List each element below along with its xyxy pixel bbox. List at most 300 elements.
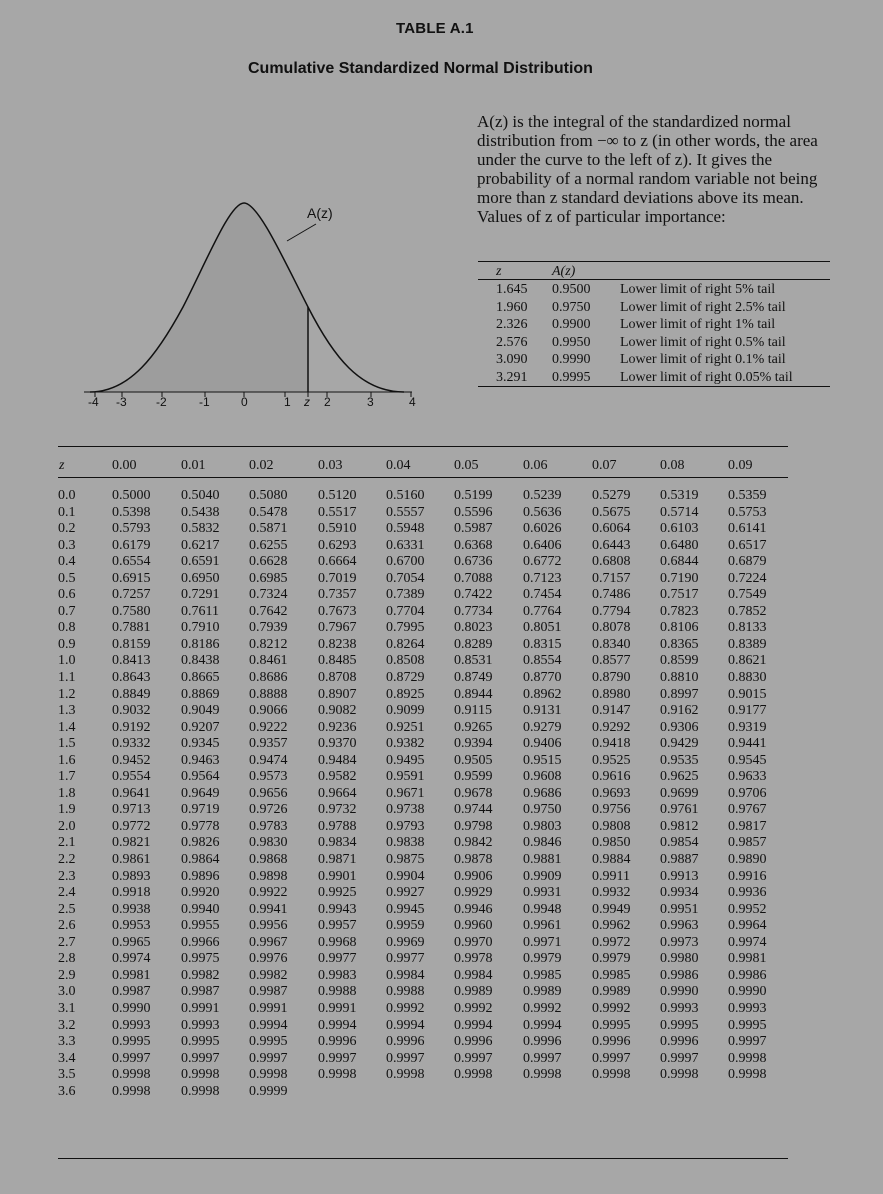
table-cell: 0.8133 xyxy=(728,620,767,636)
table-row xyxy=(58,571,788,588)
table-cell: 0.9850 xyxy=(592,835,631,851)
table-cell: 0.9993 xyxy=(728,1000,767,1016)
table-cell: 0.9778 xyxy=(181,818,220,834)
table-cell: 0.5239 xyxy=(523,488,562,503)
table-cell: 0.9925 xyxy=(318,885,357,901)
table-cell: 0.9932 xyxy=(592,885,631,901)
table-cell: 0.9964 xyxy=(728,918,767,934)
z-row-label: 0.4 xyxy=(58,554,76,570)
table-cell: 0.9842 xyxy=(454,835,493,851)
table-cell: 0.9693 xyxy=(592,785,631,801)
table-cell: 0.9991 xyxy=(181,1000,220,1016)
axis-tick-label: -2 xyxy=(156,395,167,409)
table-cell: 0.5832 xyxy=(181,521,220,537)
table-cell: 0.7054 xyxy=(386,570,425,586)
table-cell: 0.9982 xyxy=(181,967,220,983)
table-cell: 0.9998 xyxy=(523,1067,562,1083)
table-cell: 0.9649 xyxy=(181,785,220,801)
axis-tick-label: -4 xyxy=(88,395,99,409)
table-cell: 0.9943 xyxy=(318,901,357,917)
table-cell: 0.9988 xyxy=(318,984,357,1000)
table-cell: 0.9998 xyxy=(181,1067,220,1083)
column-header: 0.08 xyxy=(660,458,685,473)
z-value: 3.291 xyxy=(496,369,528,385)
table-row xyxy=(58,935,788,952)
table-cell: 0.5040 xyxy=(181,488,220,503)
table-cell: 0.9854 xyxy=(660,835,699,851)
table-cell: 0.9868 xyxy=(249,852,288,868)
table-cell: 0.9893 xyxy=(112,868,151,884)
table-cell: 0.7642 xyxy=(249,603,288,619)
table-cell: 0.7123 xyxy=(523,570,562,586)
table-cell: 0.9949 xyxy=(592,901,631,917)
z-row-label: 0.9 xyxy=(58,636,76,652)
table-cell: 0.9834 xyxy=(318,835,357,851)
table-cell: 0.9987 xyxy=(249,984,288,1000)
table-cell: 0.7673 xyxy=(318,603,357,619)
z-row-label: 2.0 xyxy=(58,818,76,834)
table-cell: 0.9131 xyxy=(523,703,562,719)
table-cell: 0.9441 xyxy=(728,736,767,752)
table-cell: 0.9686 xyxy=(523,785,562,801)
table-row xyxy=(58,505,788,522)
table-cell: 0.9699 xyxy=(660,785,699,801)
column-header: 0.05 xyxy=(454,458,479,473)
table-cell: 0.9995 xyxy=(181,1034,220,1050)
table-cell: 0.9997 xyxy=(523,1050,562,1066)
axis-tick-label: -1 xyxy=(199,395,210,409)
table-cell: 0.9996 xyxy=(454,1034,493,1050)
table-cell: 0.5000 xyxy=(112,488,151,503)
table-cell: 0.9951 xyxy=(660,901,699,917)
z-row-label: 2.3 xyxy=(58,868,76,884)
table-cell: 0.9015 xyxy=(728,686,767,702)
table-cell: 0.6950 xyxy=(181,570,220,586)
table-cell: 0.9812 xyxy=(660,818,699,834)
table-cell: 0.9966 xyxy=(181,934,220,950)
table-cell: 0.7019 xyxy=(318,570,357,586)
table-row xyxy=(58,1018,788,1035)
table-cell: 0.8997 xyxy=(660,686,699,702)
area-value: 0.9900 xyxy=(552,317,591,332)
axis-tick-label: 2 xyxy=(324,395,331,409)
table-cell: 0.9370 xyxy=(318,736,357,752)
z-value: 2.576 xyxy=(496,334,528,350)
table-cell: 0.7291 xyxy=(181,587,220,603)
table-cell: 0.9941 xyxy=(249,901,288,917)
table-cell: 0.8212 xyxy=(249,636,288,652)
table-cell: 0.5596 xyxy=(454,504,493,520)
table-cell: 0.5120 xyxy=(318,488,357,503)
z-row-label: 2.4 xyxy=(58,885,76,901)
table-cell: 0.6480 xyxy=(660,537,699,553)
table-cell: 0.9998 xyxy=(112,1083,151,1099)
table-cell: 0.6985 xyxy=(249,570,288,586)
table-cell: 0.6406 xyxy=(523,537,562,553)
table-cell: 0.8485 xyxy=(318,653,357,669)
table-cell: 0.7486 xyxy=(592,587,631,603)
z-row-label: 0.2 xyxy=(58,521,76,537)
table-cell: 0.6808 xyxy=(592,554,631,570)
table-cell: 0.9994 xyxy=(386,1017,425,1033)
table-row xyxy=(58,521,788,538)
table-cell: 0.9803 xyxy=(523,818,562,834)
table-cell: 0.8159 xyxy=(112,636,151,652)
table-cell: 0.9965 xyxy=(112,934,151,950)
table-cell: 0.7734 xyxy=(454,603,493,619)
table-cell: 0.9980 xyxy=(660,951,699,967)
z-row-label: 2.6 xyxy=(58,918,76,934)
table-cell: 0.9265 xyxy=(454,719,493,735)
table-cell: 0.6700 xyxy=(386,554,425,570)
table-cell: 0.9861 xyxy=(112,852,151,868)
table-row xyxy=(58,488,788,505)
table-row xyxy=(58,902,788,919)
table-cell: 0.9986 xyxy=(728,967,767,983)
table-cell: 0.9904 xyxy=(386,868,425,884)
table-cell: 0.7852 xyxy=(728,603,767,619)
table-cell: 0.9798 xyxy=(454,818,493,834)
table-cell: 0.7357 xyxy=(318,587,357,603)
table-cell: 0.9956 xyxy=(249,918,288,934)
table-cell: 0.9515 xyxy=(523,752,562,768)
table-row xyxy=(58,984,788,1001)
table-cell: 0.9756 xyxy=(592,802,631,818)
axis-tick-label: 3 xyxy=(367,395,374,409)
table-cell: 0.9971 xyxy=(523,934,562,950)
table-cell: 0.9345 xyxy=(181,736,220,752)
table-cell: 0.9989 xyxy=(454,984,493,1000)
table-cell: 0.5199 xyxy=(454,488,493,503)
table-cell: 0.9967 xyxy=(249,934,288,950)
table-row xyxy=(58,670,788,687)
table-cell: 0.7088 xyxy=(454,570,493,586)
area-value: 0.9950 xyxy=(552,334,591,350)
table-cell: 0.9946 xyxy=(454,901,493,917)
z-row-label: 2.2 xyxy=(58,852,76,868)
table-cell: 0.9909 xyxy=(523,868,562,884)
table-cell: 0.6628 xyxy=(249,554,288,570)
table-cell: 0.9591 xyxy=(386,769,425,785)
z-value: 1.645 xyxy=(496,282,528,297)
table-cell: 0.9857 xyxy=(728,835,767,851)
table-cell: 0.9830 xyxy=(249,835,288,851)
table-cell: 0.9357 xyxy=(249,736,288,752)
table-cell: 0.9998 xyxy=(181,1083,220,1099)
table-cell: 0.9948 xyxy=(523,901,562,917)
table-cell: 0.6331 xyxy=(386,537,425,553)
table-cell: 0.8686 xyxy=(249,670,288,686)
table-cell: 0.6591 xyxy=(181,554,220,570)
table-cell: 0.9996 xyxy=(386,1034,425,1050)
table-cell: 0.9881 xyxy=(523,852,562,868)
table-cell: 0.8078 xyxy=(592,620,631,636)
table-cell: 0.8577 xyxy=(592,653,631,669)
table-row xyxy=(58,1067,788,1084)
table-cell: 0.5987 xyxy=(454,521,493,537)
table-cell: 0.7257 xyxy=(112,587,151,603)
table-cell: 0.9788 xyxy=(318,818,357,834)
table-cell: 0.5080 xyxy=(249,488,288,503)
table-cell: 0.9495 xyxy=(386,752,425,768)
table-cell: 0.9582 xyxy=(318,769,357,785)
table-cell: 0.8438 xyxy=(181,653,220,669)
table-cell: 0.6293 xyxy=(318,537,357,553)
table-cell: 0.9147 xyxy=(592,703,631,719)
table-row xyxy=(58,554,788,571)
table-cell: 0.9945 xyxy=(386,901,425,917)
table-cell: 0.9545 xyxy=(728,752,767,768)
table-cell: 0.8907 xyxy=(318,686,357,702)
table-cell: 0.9706 xyxy=(728,785,767,801)
table-cell: 0.7611 xyxy=(181,603,219,619)
table-cell: 0.5753 xyxy=(728,504,767,520)
table-cell: 0.9992 xyxy=(592,1000,631,1016)
table-cell: 0.9890 xyxy=(728,852,767,868)
normal-curve-svg xyxy=(60,180,430,420)
table-row xyxy=(58,604,788,621)
table-row xyxy=(58,951,788,968)
z-row-label: 1.9 xyxy=(58,802,76,818)
table-cell: 0.9934 xyxy=(660,885,699,901)
table-cell: 0.9999 xyxy=(249,1083,288,1099)
table-cell: 0.6141 xyxy=(728,521,767,537)
table-cell: 0.8315 xyxy=(523,636,562,652)
table-cell: 0.9913 xyxy=(660,868,699,884)
table-cell: 0.9911 xyxy=(592,868,630,884)
table-cell: 0.9641 xyxy=(112,785,151,801)
table-cell: 0.9878 xyxy=(454,852,493,868)
table-cell: 0.5398 xyxy=(112,504,151,520)
table-cell: 0.9633 xyxy=(728,769,767,785)
table-cell: 0.8790 xyxy=(592,670,631,686)
main-table-header-rule xyxy=(58,477,788,478)
tail-description: Lower limit of right 5% tail xyxy=(620,282,776,297)
table-cell: 0.6103 xyxy=(660,521,699,537)
table-cell: 0.8365 xyxy=(660,636,699,652)
z-row-label: 1.8 xyxy=(58,785,76,801)
z-row-label: 0.6 xyxy=(58,587,76,603)
table-cell: 0.8962 xyxy=(523,686,562,702)
table-row xyxy=(58,1084,788,1101)
table-cell: 0.8830 xyxy=(728,670,767,686)
normal-distribution-table xyxy=(58,446,788,1160)
tail-description: Lower limit of right 0.05% tail xyxy=(620,369,793,385)
table-cell: 0.7324 xyxy=(249,587,288,603)
table-cell: 0.9997 xyxy=(112,1050,151,1066)
table-row xyxy=(58,885,788,902)
area-value: 0.9500 xyxy=(552,282,591,297)
table-cell: 0.8023 xyxy=(454,620,493,636)
table-cell: 0.9974 xyxy=(112,951,151,967)
table-cell: 0.8461 xyxy=(249,653,288,669)
table-cell: 0.6179 xyxy=(112,537,151,553)
z-value: 1.960 xyxy=(496,299,528,315)
table-cell: 0.5675 xyxy=(592,504,631,520)
table-cell: 0.9901 xyxy=(318,868,357,884)
table-cell: 0.9938 xyxy=(112,901,151,917)
table-cell: 0.9997 xyxy=(386,1050,425,1066)
table-cell: 0.9115 xyxy=(454,703,492,719)
table-top-rule xyxy=(478,261,830,262)
table-row xyxy=(58,802,788,819)
column-header: 0.01 xyxy=(181,458,206,473)
table-cell: 0.9236 xyxy=(318,719,357,735)
z-row-label: 2.5 xyxy=(58,901,76,917)
table-cell: 0.9207 xyxy=(181,719,220,735)
table-cell: 0.9988 xyxy=(386,984,425,1000)
area-value: 0.9990 xyxy=(552,352,591,367)
table-cell: 0.9987 xyxy=(112,984,151,1000)
table-cell: 0.9955 xyxy=(181,918,220,934)
column-header: 0.09 xyxy=(728,458,753,473)
table-cell: 0.9993 xyxy=(181,1017,220,1033)
table-cell: 0.9961 xyxy=(523,918,562,934)
table-cell: 0.9957 xyxy=(318,918,357,934)
z-column-header: z xyxy=(59,458,65,473)
table-cell: 0.6255 xyxy=(249,537,288,553)
page-title: Cumulative Standardized Normal Distribution xyxy=(248,60,593,77)
table-cell: 0.9918 xyxy=(112,885,151,901)
table-cell: 0.9671 xyxy=(386,785,425,801)
table-cell: 0.5948 xyxy=(386,521,425,537)
z-row-label: 3.0 xyxy=(58,984,76,1000)
table-cell: 0.9992 xyxy=(454,1000,493,1016)
table-cell: 0.8413 xyxy=(112,653,151,669)
table-cell: 0.9998 xyxy=(728,1067,767,1083)
table-cell: 0.5636 xyxy=(523,504,562,520)
table-row xyxy=(58,1034,788,1051)
table-cell: 0.9222 xyxy=(249,719,288,735)
table-cell: 0.6844 xyxy=(660,554,699,570)
z-row-label: 1.6 xyxy=(58,752,76,768)
table-cell: 0.9959 xyxy=(386,918,425,934)
table-cell: 0.9977 xyxy=(386,951,425,967)
table-cell: 0.9767 xyxy=(728,802,767,818)
table-header-rule xyxy=(478,279,830,280)
table-cell: 0.9772 xyxy=(112,818,151,834)
table-row xyxy=(58,587,788,604)
z-row-label: 1.4 xyxy=(58,719,76,735)
axis-tick-label: 4 xyxy=(409,395,416,409)
table-row xyxy=(58,620,788,637)
table-row xyxy=(58,852,788,869)
table-cell: 0.8729 xyxy=(386,670,425,686)
table-cell: 0.9996 xyxy=(523,1034,562,1050)
table-row xyxy=(58,637,788,654)
axis-tick-label: 0 xyxy=(241,395,248,409)
table-cell: 0.9995 xyxy=(112,1034,151,1050)
z-row-label: 1.1 xyxy=(58,670,76,686)
z-row-label: 3.3 xyxy=(58,1034,76,1050)
table-cell: 0.9997 xyxy=(660,1050,699,1066)
z-row-label: 1.7 xyxy=(58,769,76,785)
table-cell: 0.9875 xyxy=(386,852,425,868)
z-row-label: 2.7 xyxy=(58,934,76,950)
table-cell: 0.9535 xyxy=(660,752,699,768)
table-cell: 0.6026 xyxy=(523,521,562,537)
table-cell: 0.7823 xyxy=(660,603,699,619)
table-cell: 0.9251 xyxy=(386,719,425,735)
table-cell: 0.9929 xyxy=(454,885,493,901)
table-cell: 0.9920 xyxy=(181,885,220,901)
table-cell: 0.7967 xyxy=(318,620,357,636)
table-cell: 0.9099 xyxy=(386,703,425,719)
table-cell: 0.9998 xyxy=(728,1050,767,1066)
table-cell: 0.9625 xyxy=(660,769,699,785)
z-row-label: 0.8 xyxy=(58,620,76,636)
table-cell: 0.9599 xyxy=(454,769,493,785)
table-cell: 0.8264 xyxy=(386,636,425,652)
table-cell: 0.9978 xyxy=(454,951,493,967)
tail-description: Lower limit of right 0.5% tail xyxy=(620,334,786,350)
z-row-label: 1.0 xyxy=(58,653,76,669)
table-cell: 0.9996 xyxy=(660,1034,699,1050)
table-cell: 0.9972 xyxy=(592,934,631,950)
axis-tick-label: z xyxy=(304,395,310,409)
table-row xyxy=(58,835,788,852)
z-row-label: 3.4 xyxy=(58,1050,76,1066)
table-cell: 0.9994 xyxy=(523,1017,562,1033)
table-cell: 0.9554 xyxy=(112,769,151,785)
z-row-label: 3.6 xyxy=(58,1083,76,1099)
table-cell: 0.9977 xyxy=(318,951,357,967)
table-cell: 0.6879 xyxy=(728,554,767,570)
table-cell: 0.8621 xyxy=(728,653,767,669)
table-cell: 0.9783 xyxy=(249,818,288,834)
z-row-label: 0.0 xyxy=(58,488,76,503)
table-cell: 0.7910 xyxy=(181,620,220,636)
z-value: 3.090 xyxy=(496,352,528,367)
table-cell: 0.7764 xyxy=(523,603,562,619)
main-table-bottom-rule xyxy=(58,1158,788,1159)
table-cell: 0.7389 xyxy=(386,587,425,603)
table-cell: 0.9981 xyxy=(112,967,151,983)
table-cell: 0.8708 xyxy=(318,670,357,686)
table-cell: 0.9821 xyxy=(112,835,151,851)
shaded-area xyxy=(90,203,308,392)
table-cell: 0.9960 xyxy=(454,918,493,934)
table-cell: 0.6664 xyxy=(318,554,357,570)
table-cell: 0.9940 xyxy=(181,901,220,917)
table-cell: 0.9884 xyxy=(592,852,631,868)
table-cell: 0.9750 xyxy=(523,802,562,818)
table-cell: 0.9994 xyxy=(249,1017,288,1033)
z-row-label: 0.7 xyxy=(58,603,76,619)
table-cell: 0.9962 xyxy=(592,918,631,934)
table-cell: 0.9986 xyxy=(660,967,699,983)
table-cell: 0.9952 xyxy=(728,901,767,917)
table-cell: 0.9983 xyxy=(318,967,357,983)
table-cell: 0.9953 xyxy=(112,918,151,934)
table-cell: 0.9608 xyxy=(523,769,562,785)
table-cell: 0.5478 xyxy=(249,504,288,520)
z-row-label: 1.3 xyxy=(58,703,76,719)
table-cell: 0.9969 xyxy=(386,934,425,950)
table-cell: 0.9032 xyxy=(112,703,151,719)
table-cell: 0.9732 xyxy=(318,802,357,818)
column-header: 0.04 xyxy=(386,458,411,473)
table-cell: 0.9998 xyxy=(592,1067,631,1083)
table-cell: 0.9192 xyxy=(112,719,151,735)
table-cell: 0.9997 xyxy=(181,1050,220,1066)
table-cell: 0.9906 xyxy=(454,868,493,884)
table-cell: 0.9793 xyxy=(386,818,425,834)
z-row-label: 3.5 xyxy=(58,1067,76,1083)
table-row xyxy=(58,538,788,555)
table-cell: 0.9979 xyxy=(523,951,562,967)
table-cell: 0.9970 xyxy=(454,934,493,950)
